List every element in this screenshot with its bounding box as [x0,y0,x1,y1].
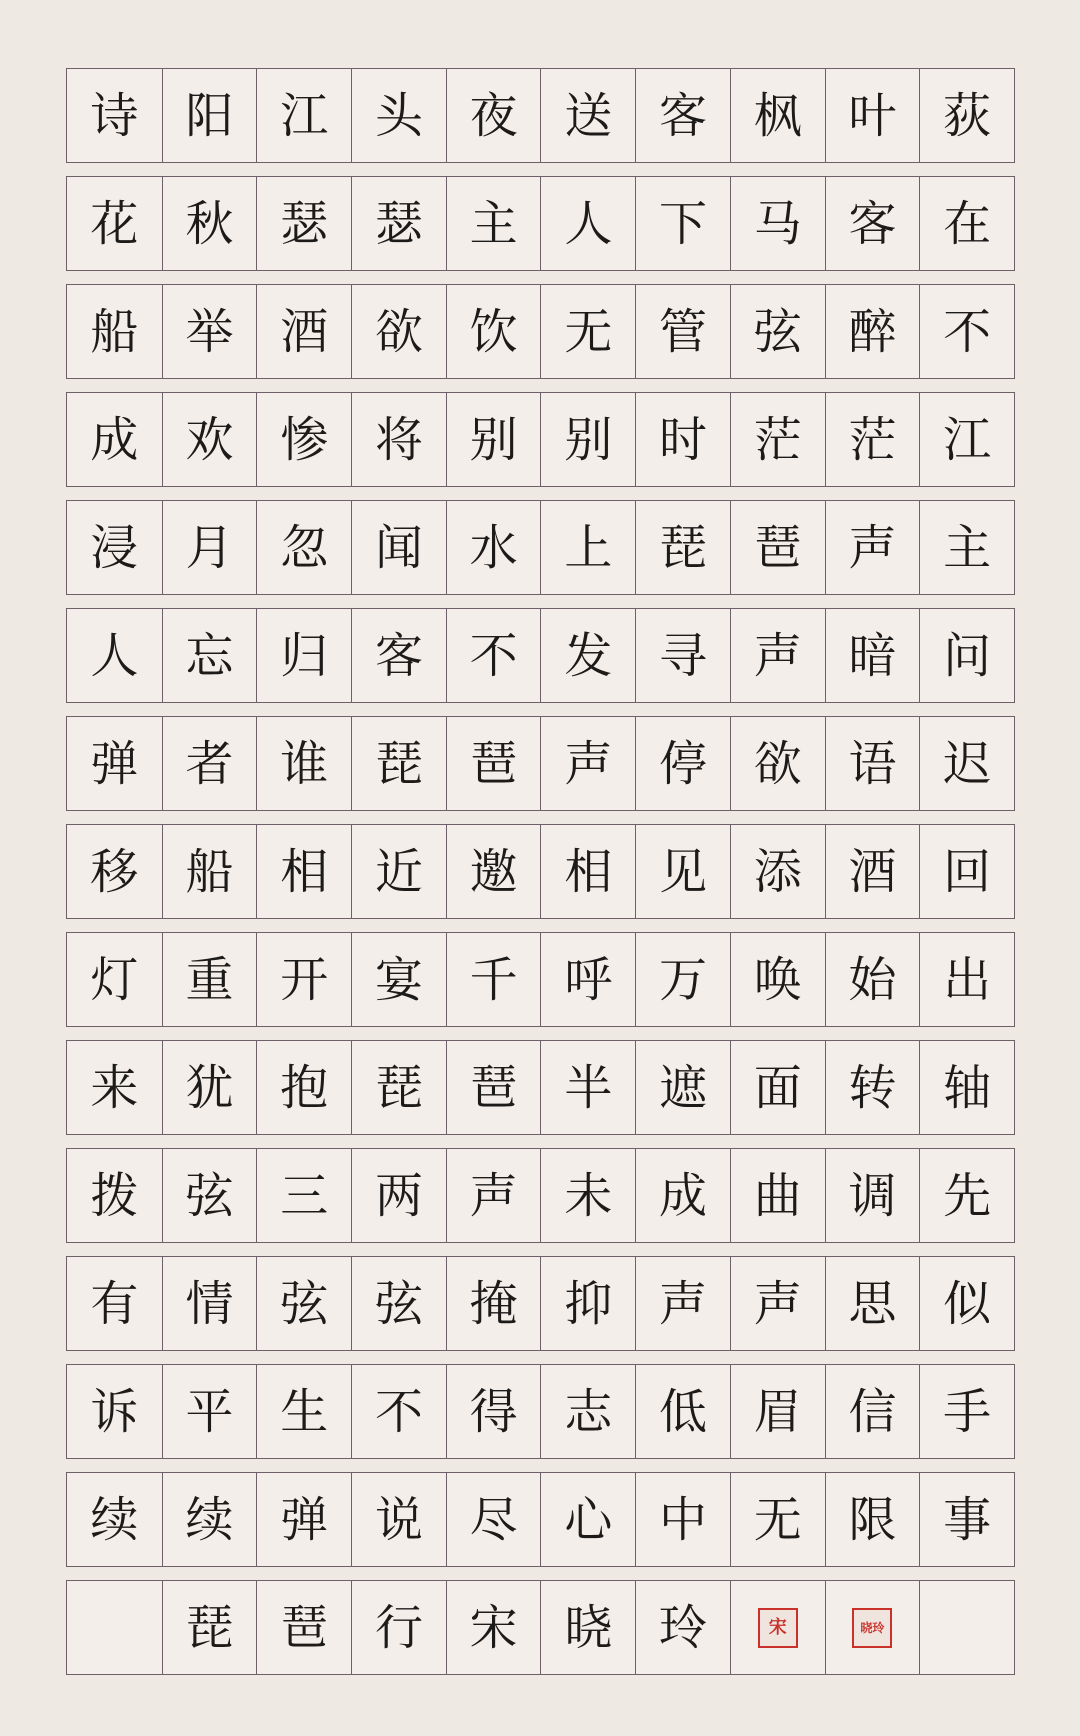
grid-row [66,1040,1015,1135]
character-cell: 叶 [825,69,920,162]
character-cell: 唤 [730,933,825,1026]
character-cell: 琵 [351,1041,446,1134]
character-cell: 声 [446,1149,541,1242]
character-cell: 客 [351,609,446,702]
character-cell: 酒 [825,825,920,918]
character-cell: 在 [919,177,1014,270]
character-cell: 停 [635,717,730,810]
grid-row [66,716,1015,811]
grid-row [66,1472,1015,1567]
character-cell: 近 [351,825,446,918]
character-cell: 尽 [446,1473,541,1566]
character-cell: 重 [162,933,257,1026]
character-cell: 声 [730,1257,825,1350]
calligraphy-grid-sheet [66,68,1015,1688]
character-cell: 将 [351,393,446,486]
character-cell: 诗 [90,87,139,144]
character-cell: 诉 [90,1383,139,1440]
character-cell: 信 [825,1365,920,1458]
character-cell: 始 [825,933,920,1026]
grid-row [66,1580,1015,1675]
character-cell: 低 [635,1365,730,1458]
character-cell: 头 [351,69,446,162]
character-cell: 不 [351,1365,446,1458]
character-cell: 弦 [351,1257,446,1350]
character-cell: 续 [162,1473,257,1566]
character-cell: 主 [446,177,541,270]
character-cell: 不 [919,285,1014,378]
character-cell: 问 [919,609,1014,702]
character-cell: 生 [256,1365,351,1458]
grid-row [66,608,1015,703]
character-cell: 移 [90,843,139,900]
character-cell: 花 [90,195,139,252]
character-cell: 限 [825,1473,920,1566]
grid-row [66,1148,1015,1243]
grid-row [66,284,1015,379]
character-cell: 成 [90,411,139,468]
grid-row [66,824,1015,919]
character-cell: 转 [825,1041,920,1134]
grid-row [66,68,1015,163]
character-cell: 琵 [162,1581,257,1674]
character-cell: 思 [825,1257,920,1350]
character-cell: 别 [540,393,635,486]
character-cell: 管 [635,285,730,378]
character-cell: 得 [446,1365,541,1458]
grid-row [66,176,1015,271]
character-cell: 平 [162,1365,257,1458]
character-cell: 琵 [351,717,446,810]
seal-cell [730,1581,825,1674]
character-cell: 欲 [351,285,446,378]
character-cell: 饮 [446,285,541,378]
grid-row [66,1364,1015,1459]
character-cell: 荻 [919,69,1014,162]
character-cell: 迟 [919,717,1014,810]
character-cell: 江 [256,69,351,162]
character-cell: 曲 [730,1149,825,1242]
character-cell: 宴 [351,933,446,1026]
character-cell: 邀 [446,825,541,918]
character-cell: 弦 [162,1149,257,1242]
character-cell: 主 [919,501,1014,594]
character-cell: 船 [162,825,257,918]
character-cell: 醉 [825,285,920,378]
character-cell: 别 [446,393,541,486]
character-cell: 中 [635,1473,730,1566]
character-cell: 人 [540,177,635,270]
character-cell: 半 [540,1041,635,1134]
character-cell: 心 [540,1473,635,1566]
character-cell: 事 [919,1473,1014,1566]
character-cell: 船 [90,303,139,360]
character-cell: 弦 [256,1257,351,1350]
character-cell: 茫 [730,393,825,486]
character-cell: 上 [540,501,635,594]
character-cell: 来 [90,1059,139,1116]
grid-row [66,500,1015,595]
surname-seal: 宋 [758,1608,798,1648]
character-cell: 欢 [162,393,257,486]
character-cell: 晓 [540,1581,635,1674]
grid-row [66,392,1015,487]
character-cell: 客 [825,177,920,270]
character-cell: 无 [730,1473,825,1566]
character-cell: 面 [730,1041,825,1134]
character-cell: 惨 [256,393,351,486]
character-cell: 行 [351,1581,446,1674]
character-cell: 声 [825,501,920,594]
character-cell: 欲 [730,717,825,810]
character-cell: 宋 [446,1581,541,1674]
character-cell: 不 [446,609,541,702]
character-cell: 夜 [446,69,541,162]
character-cell: 志 [540,1365,635,1458]
character-cell: 犹 [162,1041,257,1134]
character-cell: 琶 [446,717,541,810]
character-cell: 酒 [256,285,351,378]
character-cell: 忽 [256,501,351,594]
character-cell: 调 [825,1149,920,1242]
character-cell: 成 [635,1149,730,1242]
character-cell: 出 [919,933,1014,1026]
character-cell: 人 [90,627,139,684]
character-cell: 发 [540,609,635,702]
character-cell: 瑟 [351,177,446,270]
character-cell: 送 [540,69,635,162]
character-cell: 忘 [162,609,257,702]
character-cell: 相 [540,825,635,918]
character-cell: 三 [256,1149,351,1242]
empty-cell [919,1581,1014,1674]
character-cell: 时 [635,393,730,486]
character-cell: 灯 [90,951,139,1008]
character-cell: 语 [825,717,920,810]
character-cell: 阳 [162,69,257,162]
character-cell: 万 [635,933,730,1026]
character-cell: 轴 [919,1041,1014,1134]
character-cell: 添 [730,825,825,918]
character-cell: 遮 [635,1041,730,1134]
character-cell: 枫 [730,69,825,162]
character-cell: 似 [919,1257,1014,1350]
character-cell: 掩 [446,1257,541,1350]
character-cell: 抑 [540,1257,635,1350]
character-cell: 寻 [635,609,730,702]
character-cell: 琶 [256,1581,351,1674]
character-cell: 情 [162,1257,257,1350]
character-cell: 声 [635,1257,730,1350]
character-cell: 弹 [90,735,139,792]
character-cell: 暗 [825,609,920,702]
character-cell: 琶 [446,1041,541,1134]
character-cell: 声 [540,717,635,810]
character-cell: 无 [540,285,635,378]
character-cell: 月 [162,501,257,594]
character-cell: 浸 [90,519,139,576]
character-cell: 江 [919,393,1014,486]
character-cell: 续 [90,1491,139,1548]
character-cell: 客 [635,69,730,162]
character-cell: 说 [351,1473,446,1566]
character-cell: 琵 [635,501,730,594]
grid-row [66,932,1015,1027]
character-cell: 者 [162,717,257,810]
character-cell [67,1581,162,1674]
name-seal: 晓玲 [852,1608,892,1648]
character-cell: 呼 [540,933,635,1026]
character-cell: 弦 [730,285,825,378]
character-cell: 水 [446,501,541,594]
character-cell: 相 [256,825,351,918]
character-cell: 手 [919,1365,1014,1458]
character-cell: 有 [90,1275,139,1332]
character-cell: 开 [256,933,351,1026]
seal-cell [825,1581,920,1674]
character-cell: 见 [635,825,730,918]
character-cell: 下 [635,177,730,270]
character-cell: 茫 [825,393,920,486]
character-cell: 举 [162,285,257,378]
character-cell: 秋 [162,177,257,270]
character-cell: 归 [256,609,351,702]
character-cell: 千 [446,933,541,1026]
character-cell: 弹 [256,1473,351,1566]
character-cell: 瑟 [256,177,351,270]
character-cell: 马 [730,177,825,270]
character-cell: 回 [919,825,1014,918]
character-cell: 先 [919,1149,1014,1242]
grid-row [66,1256,1015,1351]
character-cell: 谁 [256,717,351,810]
character-cell: 抱 [256,1041,351,1134]
character-cell: 闻 [351,501,446,594]
character-cell: 眉 [730,1365,825,1458]
character-cell: 拨 [90,1167,139,1224]
character-cell: 声 [730,609,825,702]
character-cell: 两 [351,1149,446,1242]
character-cell: 玲 [635,1581,730,1674]
character-cell: 未 [540,1149,635,1242]
character-cell: 琶 [730,501,825,594]
